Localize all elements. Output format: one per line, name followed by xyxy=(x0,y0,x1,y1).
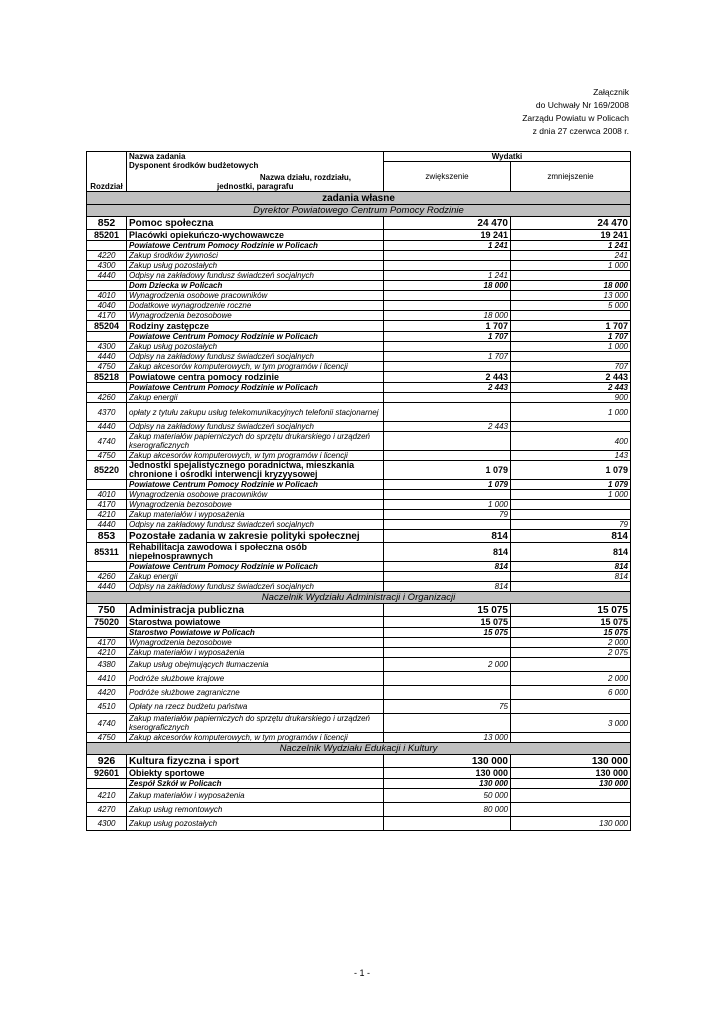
row-increase: 2 443 xyxy=(384,372,511,383)
row-increase xyxy=(384,301,511,311)
row-decrease: 79 xyxy=(511,520,631,530)
row-decrease: 1 707 xyxy=(511,321,631,332)
header-line-2: do Uchwały Nr 169/2008 xyxy=(535,100,629,110)
row-name: Zakup energii xyxy=(127,393,384,403)
row-increase: 80 000 xyxy=(384,803,511,817)
budget-table xyxy=(86,151,631,831)
row-name: Odpisy na zakładowy fundusz świadczeń socjalnych xyxy=(127,352,384,362)
row-code: 92601 xyxy=(87,768,127,779)
section-row xyxy=(87,192,631,205)
department-row xyxy=(87,205,631,217)
row-decrease xyxy=(511,789,631,803)
row-increase: 814 xyxy=(384,582,511,592)
row-increase: 130 000 xyxy=(384,755,511,768)
table-row xyxy=(87,803,631,817)
table-row xyxy=(87,432,631,451)
row-decrease: 5 000 xyxy=(511,301,631,311)
row-increase: 1 000 xyxy=(384,500,511,510)
row-decrease xyxy=(511,803,631,817)
row-name: Odpisy na zakładowy fundusz świadczeń socjalnych xyxy=(127,422,384,432)
table-row xyxy=(87,342,631,352)
row-code: 4740 xyxy=(87,432,127,451)
row-name: Odpisy na zakładowy fundusz świadczeń socjalnych xyxy=(127,582,384,592)
row-code xyxy=(87,383,127,393)
row-name: Zakup akcesorów komputerowych, w tym programów i licencji xyxy=(127,362,384,372)
row-name: Pozostałe zadania w zakresie polityki społecznej xyxy=(127,530,384,543)
table-row xyxy=(87,582,631,592)
row-code: 4210 xyxy=(87,510,127,520)
row-increase xyxy=(384,403,511,422)
row-increase xyxy=(384,648,511,658)
table-row xyxy=(87,362,631,372)
row-name: Wynagrodzenia bezosobowe xyxy=(127,638,384,648)
department-row xyxy=(87,743,631,755)
row-increase xyxy=(384,251,511,261)
row-decrease: 1 000 xyxy=(511,342,631,352)
row-name: Zakup usług obejmujących tłumaczenia xyxy=(127,658,384,672)
row-increase: 19 241 xyxy=(384,230,511,241)
table-row xyxy=(87,700,631,714)
row-decrease: 13 000 xyxy=(511,291,631,301)
dysponent-label: Dysponent środków budżetowych xyxy=(129,161,259,170)
row-decrease: 2 443 xyxy=(511,372,631,383)
row-increase: 1 707 xyxy=(384,321,511,332)
row-code: 4750 xyxy=(87,733,127,743)
table-row xyxy=(87,261,631,271)
row-decrease: 2 443 xyxy=(511,383,631,393)
row-code: 4040 xyxy=(87,301,127,311)
row-increase xyxy=(384,638,511,648)
row-code: 4510 xyxy=(87,700,127,714)
table-row xyxy=(87,217,631,230)
row-decrease: 24 470 xyxy=(511,217,631,230)
row-increase: 18 000 xyxy=(384,311,511,321)
row-code: 4750 xyxy=(87,451,127,461)
header-line-4: z dnia 27 czerwca 2008 r. xyxy=(532,126,629,136)
jednostki-label: jednostki, paragrafu xyxy=(217,182,294,191)
row-decrease: 1 079 xyxy=(511,480,631,490)
row-increase: 13 000 xyxy=(384,733,511,743)
section-title: zadania własne xyxy=(87,192,631,205)
row-name: Powiatowe centra pomocy rodzinie xyxy=(127,372,384,383)
row-increase: 2 443 xyxy=(384,383,511,393)
row-code: 85311 xyxy=(87,543,127,562)
row-decrease: 3 000 xyxy=(511,714,631,733)
row-decrease: 400 xyxy=(511,432,631,451)
table-row xyxy=(87,604,631,617)
table-row xyxy=(87,480,631,490)
row-name: Zakup materiałów papierniczych do sprzętu drukarskiego i urządzeń kserograficznych xyxy=(127,432,384,451)
row-name: Jednostki spejalistycznego poradnictwa, mieszkania chronione i ośrodki interwencji kryzyysowej xyxy=(127,461,384,480)
table-row xyxy=(87,638,631,648)
row-code xyxy=(87,480,127,490)
row-increase: 1 241 xyxy=(384,241,511,251)
table-row xyxy=(87,789,631,803)
row-name: Administracja publiczna xyxy=(127,604,384,617)
row-code: 853 xyxy=(87,530,127,543)
row-name: Powiatowe Centrum Pomocy Rodzinie w Policach xyxy=(127,562,384,572)
row-name: Zakup akcesorów komputerowych, w tym programów i licencji xyxy=(127,451,384,461)
row-decrease: 1 000 xyxy=(511,403,631,422)
row-increase: 814 xyxy=(384,543,511,562)
department-title: Dyrektor Powiatowego Centrum Pomocy Rodzinie xyxy=(87,205,631,217)
table-row xyxy=(87,648,631,658)
row-increase xyxy=(384,261,511,271)
table-row xyxy=(87,672,631,686)
row-name: Pomoc społeczna xyxy=(127,217,384,230)
row-code xyxy=(87,241,127,251)
row-name: Starostwo Powiatowe w Policach xyxy=(127,628,384,638)
row-increase: 1 707 xyxy=(384,352,511,362)
table-row xyxy=(87,461,631,480)
row-decrease xyxy=(511,733,631,743)
row-code: 926 xyxy=(87,755,127,768)
table-row xyxy=(87,543,631,562)
table-row xyxy=(87,500,631,510)
row-code: 4220 xyxy=(87,251,127,261)
row-decrease: 15 075 xyxy=(511,628,631,638)
row-code: 85201 xyxy=(87,230,127,241)
row-increase: 814 xyxy=(384,530,511,543)
row-increase xyxy=(384,432,511,451)
row-code xyxy=(87,779,127,789)
row-decrease: 814 xyxy=(511,543,631,562)
row-code: 4750 xyxy=(87,362,127,372)
row-code: 4010 xyxy=(87,490,127,500)
row-name: Zakup materiałów i wyposażenia xyxy=(127,510,384,520)
table-row xyxy=(87,562,631,572)
row-name: Starostwa powiatowe xyxy=(127,617,384,628)
row-decrease: 814 xyxy=(511,530,631,543)
table-header-row-1 xyxy=(87,152,631,162)
row-name: Zakup akcesorów komputerowych, w tym programów i licencji xyxy=(127,733,384,743)
table-row xyxy=(87,372,631,383)
row-increase: 50 000 xyxy=(384,789,511,803)
row-decrease: 18 000 xyxy=(511,281,631,291)
table-row xyxy=(87,520,631,530)
row-name: Zakup materiałów i wyposażenia xyxy=(127,789,384,803)
table-row xyxy=(87,241,631,251)
row-increase: 130 000 xyxy=(384,768,511,779)
row-decrease: 143 xyxy=(511,451,631,461)
table-row xyxy=(87,311,631,321)
row-code: 4440 xyxy=(87,520,127,530)
row-name: Rehabilitacja zawodowa i społeczna osób niepełnosprawnych xyxy=(127,543,384,562)
row-name: Podróże służbowe zagraniczne xyxy=(127,686,384,700)
row-name: Zespół Szkół w Policach xyxy=(127,779,384,789)
row-increase: 18 000 xyxy=(384,281,511,291)
row-decrease: 900 xyxy=(511,393,631,403)
row-code: 85220 xyxy=(87,461,127,480)
row-code: 4440 xyxy=(87,422,127,432)
row-increase xyxy=(384,672,511,686)
row-code: 750 xyxy=(87,604,127,617)
row-decrease: 19 241 xyxy=(511,230,631,241)
row-decrease: 814 xyxy=(511,572,631,582)
row-code: 4440 xyxy=(87,271,127,281)
row-name: Wynagrodzenia bezosobowe xyxy=(127,311,384,321)
zwiekszenie-header: zwiększenie xyxy=(384,162,511,192)
row-increase xyxy=(384,362,511,372)
row-decrease xyxy=(511,500,631,510)
row-increase: 15 075 xyxy=(384,604,511,617)
row-name: Wynagrodzenia osobowe pracowników xyxy=(127,291,384,301)
row-code: 4260 xyxy=(87,572,127,582)
row-name: Powiatowe Centrum Pomocy Rodzinie w Policach xyxy=(127,241,384,251)
table-row xyxy=(87,768,631,779)
row-decrease: 1 707 xyxy=(511,332,631,342)
table-row xyxy=(87,251,631,261)
row-increase: 814 xyxy=(384,562,511,572)
row-code: 4270 xyxy=(87,803,127,817)
row-decrease xyxy=(511,352,631,362)
row-decrease: 1 000 xyxy=(511,261,631,271)
row-code: 4210 xyxy=(87,789,127,803)
row-decrease: 130 000 xyxy=(511,768,631,779)
row-increase xyxy=(384,520,511,530)
row-name: Zakup usług pozostałych xyxy=(127,817,384,831)
row-name: Dom Dziecka w Policach xyxy=(127,281,384,291)
row-code: 85204 xyxy=(87,321,127,332)
nazwa-dzialu-label: Nazwa działu, rozdziału, xyxy=(259,173,351,182)
row-increase xyxy=(384,451,511,461)
row-name: Obiekty sportowe xyxy=(127,768,384,779)
table-row xyxy=(87,779,631,789)
nazwa-zadania-label: Nazwa zadania xyxy=(129,152,186,161)
table-row xyxy=(87,281,631,291)
zmniejszenie-header: zmniejszenie xyxy=(511,162,631,192)
row-decrease: 2 000 xyxy=(511,672,631,686)
row-decrease: 707 xyxy=(511,362,631,372)
table-row xyxy=(87,393,631,403)
table-row xyxy=(87,422,631,432)
row-code: 4260 xyxy=(87,393,127,403)
row-code: 4300 xyxy=(87,342,127,352)
row-name: Zakup usług remontowych xyxy=(127,803,384,817)
row-increase xyxy=(384,714,511,733)
table-row xyxy=(87,451,631,461)
row-decrease: 1 000 xyxy=(511,490,631,500)
row-decrease: 130 000 xyxy=(511,817,631,831)
department-row xyxy=(87,592,631,604)
row-increase: 1 079 xyxy=(384,480,511,490)
row-name: Wynagrodzenia osobowe pracowników xyxy=(127,490,384,500)
row-decrease xyxy=(511,700,631,714)
row-increase: 2 000 xyxy=(384,658,511,672)
row-code: 4410 xyxy=(87,672,127,686)
row-increase: 2 443 xyxy=(384,422,511,432)
row-increase: 15 075 xyxy=(384,617,511,628)
row-decrease: 6 000 xyxy=(511,686,631,700)
row-decrease xyxy=(511,311,631,321)
table-row xyxy=(87,628,631,638)
table-row xyxy=(87,617,631,628)
table-row xyxy=(87,271,631,281)
row-decrease: 1 079 xyxy=(511,461,631,480)
row-decrease: 2 000 xyxy=(511,638,631,648)
row-code xyxy=(87,628,127,638)
row-increase xyxy=(384,572,511,582)
row-decrease xyxy=(511,582,631,592)
row-decrease xyxy=(511,271,631,281)
row-increase: 1 079 xyxy=(384,461,511,480)
row-code: 4370 xyxy=(87,403,127,422)
row-code: 4170 xyxy=(87,311,127,321)
row-decrease xyxy=(511,510,631,520)
row-decrease: 814 xyxy=(511,562,631,572)
row-decrease: 15 075 xyxy=(511,617,631,628)
page-number: - 1 - xyxy=(353,968,370,978)
row-name: Kultura fizyczna i sport xyxy=(127,755,384,768)
row-name: Opłaty na rzecz budżetu państwa xyxy=(127,700,384,714)
row-increase: 1 241 xyxy=(384,271,511,281)
department-title: Naczelnik Wydziału Edukacji i Kultury xyxy=(87,743,631,755)
row-increase: 15 075 xyxy=(384,628,511,638)
row-name: Zakup materiałów i wyposażenia xyxy=(127,648,384,658)
table-row xyxy=(87,733,631,743)
row-decrease xyxy=(511,658,631,672)
row-code: 852 xyxy=(87,217,127,230)
row-code: 4740 xyxy=(87,714,127,733)
row-name: Placówki opiekuńczo-wychowawcze xyxy=(127,230,384,241)
row-code: 4170 xyxy=(87,500,127,510)
row-code: 4420 xyxy=(87,686,127,700)
attachment-header xyxy=(522,86,629,138)
row-name: Powiatowe Centrum Pomocy Rodzinie w Policach xyxy=(127,480,384,490)
row-decrease: 1 241 xyxy=(511,241,631,251)
row-increase xyxy=(384,342,511,352)
row-increase: 24 470 xyxy=(384,217,511,230)
table-row xyxy=(87,755,631,768)
department-title: Naczelnik Wydziału Administracji i Organizacji xyxy=(87,592,631,604)
row-name: opłaty z tytułu zakupu usług telekomunikacyjnych telefonii stacjonarnej xyxy=(127,403,384,422)
row-decrease: 241 xyxy=(511,251,631,261)
row-name: Dodatkowe wynagrodzenie roczne xyxy=(127,301,384,311)
table-row xyxy=(87,321,631,332)
row-decrease: 15 075 xyxy=(511,604,631,617)
row-name: Rodziny zastępcze xyxy=(127,321,384,332)
row-name: Podróże służbowe krajowe xyxy=(127,672,384,686)
row-name: Zakup materiałów papierniczych do sprzętu drukarskiego i urządzeń kserograficznych xyxy=(127,714,384,733)
row-code: 4300 xyxy=(87,261,127,271)
row-name: Zakup środków żywności xyxy=(127,251,384,261)
table-row xyxy=(87,490,631,500)
row-code: 4300 xyxy=(87,817,127,831)
row-decrease: 130 000 xyxy=(511,779,631,789)
table-row xyxy=(87,352,631,362)
row-code xyxy=(87,281,127,291)
row-increase xyxy=(384,393,511,403)
row-increase: 130 000 xyxy=(384,779,511,789)
table-row xyxy=(87,530,631,543)
table-row xyxy=(87,383,631,393)
row-name: Wynagrodzenia bezosobowe xyxy=(127,500,384,510)
table-row xyxy=(87,230,631,241)
name-header xyxy=(127,152,384,192)
row-code xyxy=(87,562,127,572)
row-increase xyxy=(384,686,511,700)
row-increase xyxy=(384,490,511,500)
row-increase: 79 xyxy=(384,510,511,520)
row-name: Powiatowe Centrum Pomocy Rodzinie w Policach xyxy=(127,332,384,342)
table-row xyxy=(87,332,631,342)
table-row xyxy=(87,301,631,311)
table-row xyxy=(87,686,631,700)
row-name: Zakup energii xyxy=(127,572,384,582)
table-row xyxy=(87,714,631,733)
row-name: Odpisy na zakładowy fundusz świadczeń socjalnych xyxy=(127,271,384,281)
row-name: Odpisy na zakładowy fundusz świadczeń socjalnych xyxy=(127,520,384,530)
row-code: 4440 xyxy=(87,582,127,592)
row-name: Powiatowe Centrum Pomocy Rodzinie w Policach xyxy=(127,383,384,393)
row-code: 85218 xyxy=(87,372,127,383)
table-row xyxy=(87,817,631,831)
row-increase xyxy=(384,291,511,301)
row-code: 4440 xyxy=(87,352,127,362)
table-row xyxy=(87,291,631,301)
row-code: 4170 xyxy=(87,638,127,648)
row-code: 75020 xyxy=(87,617,127,628)
row-decrease xyxy=(511,422,631,432)
row-code: 4210 xyxy=(87,648,127,658)
row-increase xyxy=(384,817,511,831)
row-code: 4380 xyxy=(87,658,127,672)
row-decrease: 130 000 xyxy=(511,755,631,768)
row-code: 4010 xyxy=(87,291,127,301)
header-line-3: Zarządu Powiatu w Policach xyxy=(522,113,629,123)
row-increase: 75 xyxy=(384,700,511,714)
row-increase: 1 707 xyxy=(384,332,511,342)
row-decrease: 2 075 xyxy=(511,648,631,658)
table-row xyxy=(87,403,631,422)
row-name: Zakup usług pozostałych xyxy=(127,261,384,271)
row-name: Zakup usług pozostałych xyxy=(127,342,384,352)
table-row xyxy=(87,510,631,520)
header-line-1: Załącznik xyxy=(593,87,629,97)
rozdzial-header: Rozdział xyxy=(87,152,127,192)
row-code xyxy=(87,332,127,342)
wydatki-header: Wydatki xyxy=(384,152,631,162)
table-row xyxy=(87,572,631,582)
table-row xyxy=(87,658,631,672)
